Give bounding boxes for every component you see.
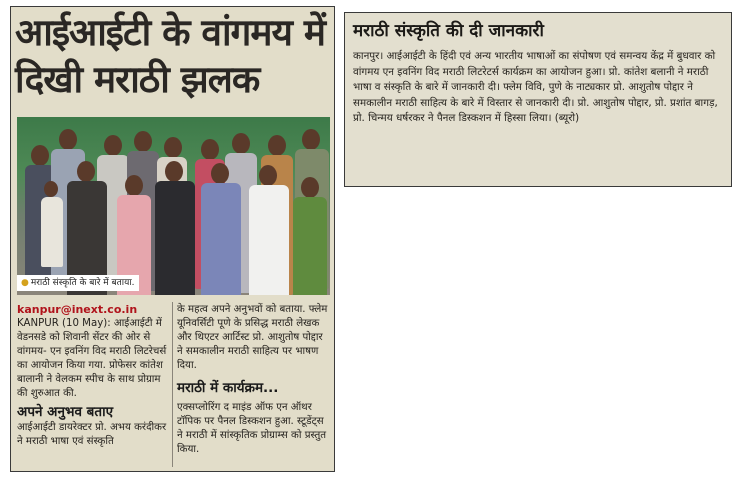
article-paragraph: एक्सप्लोरिंग द माइंड ऑफ एन ऑथर टॉपिक पर पैनल डिस्कशन हुआ. स्टूडेंट्स ने मराठी में सांस्कृतिक प्रोग्राम्स को प्रस्तुत किया.	[177, 402, 327, 455]
column-divider	[172, 302, 173, 467]
article-body: कानपुर। आईआईटी के हिंदी एवं अन्य भारतीय भाषाओं का संपोषण एवं समन्वय केंद्र में बुधवार को वांगमय एन इवनिंग विद मराठी लिटरेटर्स कार्यक्रम का आयोजन हुआ। प्रो. कांतेश बलानी ने मराठी भाषा व संस्कृति के बारे में जानकारी दी। फ्लेम विवि, पुणे के नाट्यकार प्रो. आशुतोष पोद्दार ने समकालीन मराठी साहित्य के बारे में विस्तार से जानकारी दी। प्रो. आशुतोष पोद्दार, प्रो. प्रशांत बागड़, प्रो. चिन्मय धर्षरकर ने पैनल डिस्कशन में हिस्सा लिया। (ब्यूरो)	[353, 50, 718, 125]
headline: आईआईटी के वांगमय में दिखी मराठी झलक	[15, 11, 325, 101]
article-column-2	[177, 303, 330, 457]
article-title: मराठी संस्कृति की दी जानकारी	[353, 21, 544, 41]
photo-caption: ● मराठी संस्कृति के बारे में बताया.	[17, 275, 139, 291]
article-paragraph: KANPUR (10 May): आईआईटी में वेडनसडे को शिवानी सेंटर की ओर से वांगमय- एन इवनिंग विद मराठी लिटरेचर्स का आयोजन किया गया. प्रोफेसर कांतेश बालानी ने वेलकम स्पीच के साथ प्रोग्राम की शुरुआत की.	[17, 318, 167, 399]
left-news-clipping	[10, 6, 335, 472]
article-subhead: मराठी में कार्यक्रम...	[177, 380, 279, 396]
reporter-email: kanpur@inext.co.in	[17, 303, 138, 316]
group-photo	[17, 117, 330, 295]
article-subhead: अपने अनुभव बताए	[17, 404, 114, 420]
article-paragraph: के महत्व अपने अनुभवों को बताया. फ्लेम यूनिवर्सिटी पूणे के प्रसिद्ध मराठी लेखक और थिएटर आर्टिस्ट प्रो. आशुतोष पोद्दार ने समकालीन मराठी साहित्य पर भाषण दिया.	[177, 304, 328, 371]
right-news-clipping	[344, 12, 732, 187]
bullet-dot-icon: ●	[21, 278, 29, 288]
article-paragraph: आईआईटी डायरेक्टर प्रो. अभय करंदीकर ने मराठी भाषा एवं संस्कृति	[17, 422, 167, 447]
article-column-1	[17, 303, 168, 449]
